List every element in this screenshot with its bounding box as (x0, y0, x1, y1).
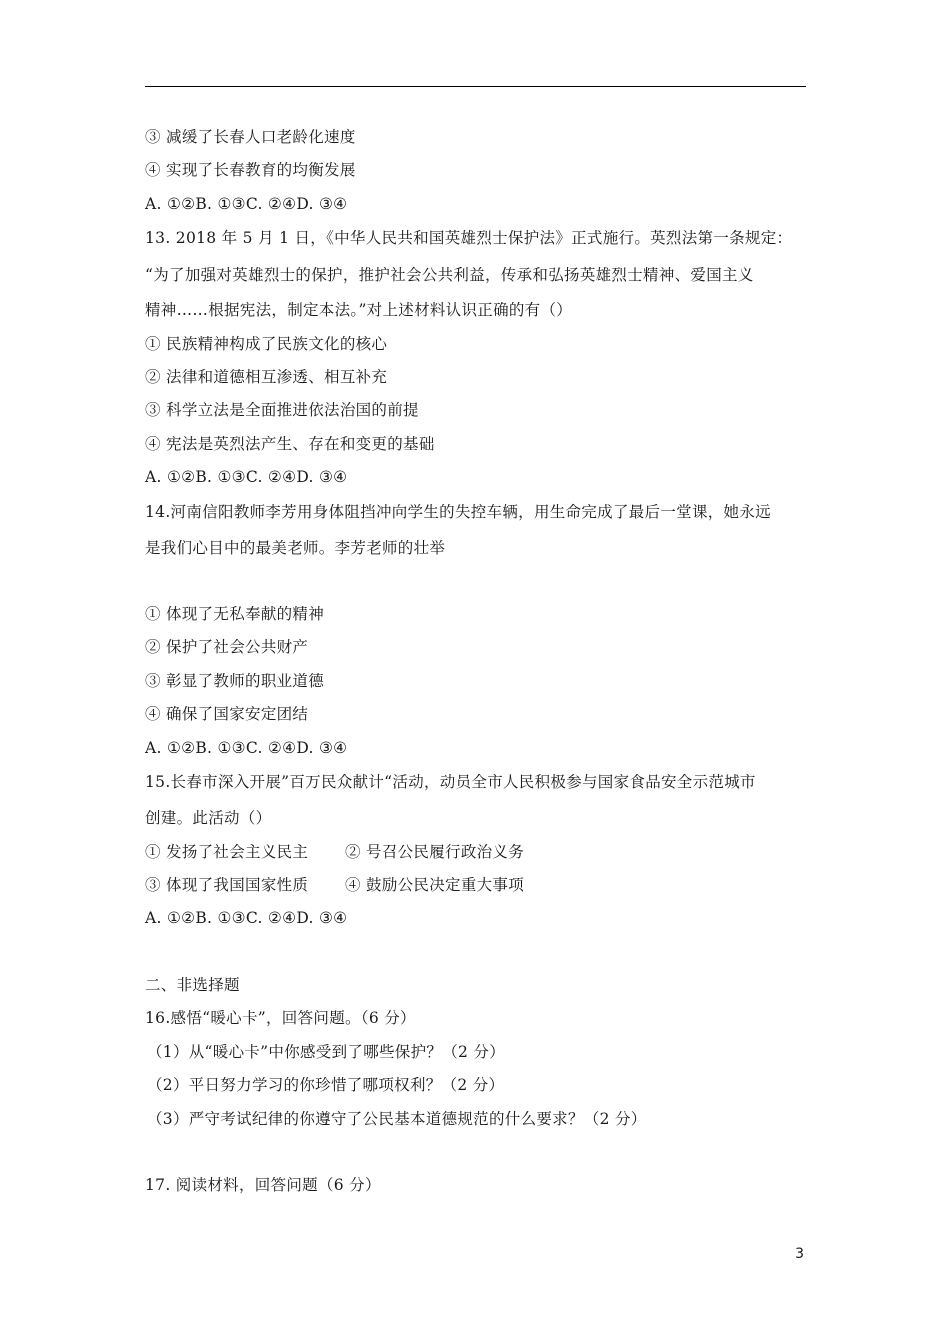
option-item: ② 号召公民履行政治义务 (345, 843, 525, 861)
option-line: ③ 科学立法是全面推进依法治国的前提 (145, 401, 419, 419)
question-16-sub: （1）从“暖心卡”中你感受到了哪些保护？（2 分） (147, 1043, 505, 1061)
answer-choices: A. ①②B. ①③C. ②④D. ③④ (145, 739, 348, 757)
question-16-sub: （2）平日努力学习的你珍惜了哪项权利？（2 分） (147, 1076, 505, 1094)
option-line: ③ 彰显了教师的职业道德 (145, 672, 325, 690)
question-13-stem: 精神……根据宪法，制定本法。”对上述材料认识正确的有（） (145, 301, 573, 319)
option-row (145, 875, 525, 895)
option-line: ④ 实现了长春教育的均衡发展 (145, 161, 356, 179)
page-number: 3 (795, 1246, 804, 1262)
option-item: ① 发扬了社会主义民主 (145, 843, 309, 861)
question-13-stem: 13. 2018 年 5 月 1 日，《中华人民共和国英雄烈士保护法》正式施行。英烈法第一条规定： (145, 229, 793, 247)
question-15-stem: 15.长春市深入开展”百万民众献计“活动，动员全市人民积极参与国家食品安全示范城市 (145, 773, 756, 791)
answer-choices: A. ①②B. ①③C. ②④D. ③④ (145, 909, 348, 927)
question-14-stem: 14.河南信阳教师李芳用身体阻挡冲向学生的失控车辆，用生命完成了最后一堂课，她永远 (145, 503, 771, 521)
question-17-title: 17. 阅读材料，回答问题（6 分） (145, 1176, 381, 1194)
section-heading: 二、非选择题 (145, 976, 240, 994)
question-16-title: 16.感悟“暖心卡”，回答问题。（6 分） (145, 1009, 416, 1027)
question-15-stem: 创建。此活动（） (145, 809, 272, 827)
answer-choices: A. ①②B. ①③C. ②④D. ③④ (145, 468, 348, 486)
header-rule (145, 86, 806, 87)
question-13-stem: “为了加强对英雄烈士的保护，推护社会公共利益，传承和弘扬英雄烈士精神、爱国主义 (145, 266, 754, 284)
option-line: ① 民族精神构成了民族文化的核心 (145, 335, 388, 353)
option-line: ③ 减缓了长春人口老龄化速度 (145, 128, 356, 146)
option-line: ② 法律和道德相互渗透、相互补充 (145, 368, 388, 386)
option-row (145, 842, 525, 862)
option-line: ④ 确保了国家安定团结 (145, 705, 309, 723)
answer-choices: A. ①②B. ①③C. ②④D. ③④ (145, 195, 348, 213)
option-item: ③ 体现了我国国家性质 (145, 876, 309, 894)
option-line: ② 保护了社会公共财产 (145, 638, 309, 656)
option-item: ④ 鼓励公民决定重大事项 (345, 876, 525, 894)
option-line: ① 体现了无私奉献的精神 (145, 605, 325, 623)
question-14-stem: 是我们心目中的最美老师。李芳老师的壮举 (145, 539, 446, 557)
question-16-sub: （3）严守考试纪律的你遵守了公民基本道德规范的什么要求？（2 分） (147, 1110, 647, 1128)
option-line: ④ 宪法是英烈法产生、存在和变更的基础 (145, 435, 435, 453)
